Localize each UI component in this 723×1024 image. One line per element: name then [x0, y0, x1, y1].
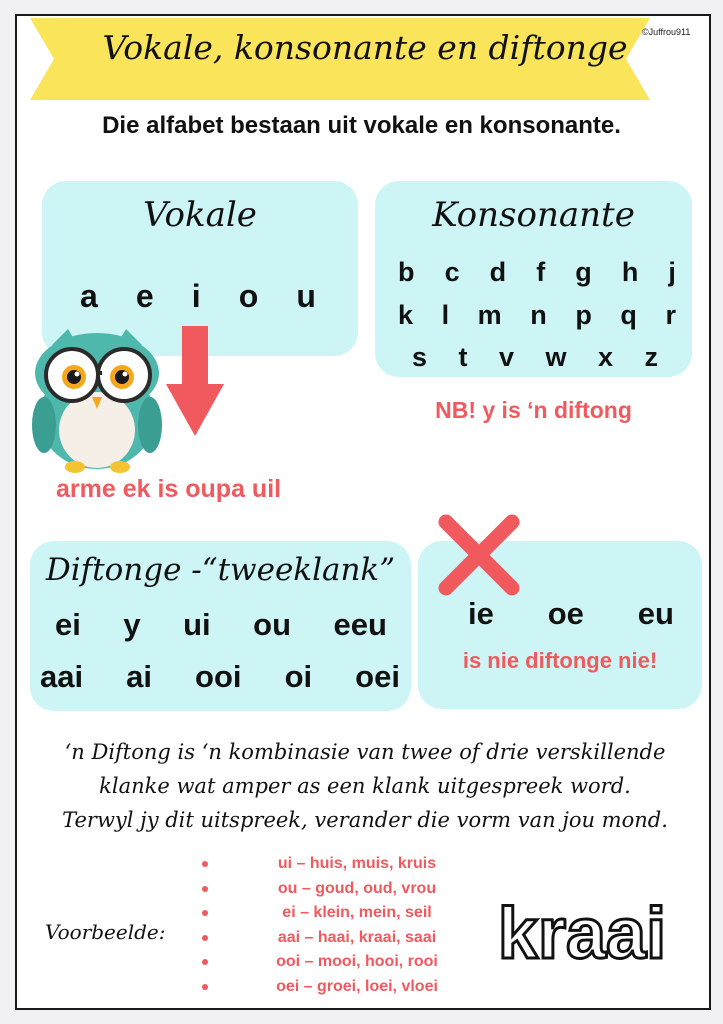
- vokale-heading: Vokale: [143, 195, 257, 235]
- diftong-item: eeu: [333, 607, 387, 642]
- vokaal-letter: a: [80, 278, 98, 314]
- cross-icon: [436, 512, 522, 598]
- list-item: aai – haai, kraai, saai: [200, 926, 500, 951]
- konsonant-letter: f: [536, 257, 546, 287]
- bullet-icon: [200, 852, 214, 877]
- konsonant-letter: x: [597, 342, 613, 372]
- diftonge-row-1: [55, 607, 387, 643]
- konsonant-letter: v: [498, 342, 514, 372]
- konsonant-letter: n: [530, 300, 547, 330]
- konsonante-heading: Konsonante: [432, 195, 635, 235]
- copyright-note: ©Juffrou911: [642, 27, 691, 37]
- not-diftong-item: ie: [468, 596, 494, 631]
- diftong-item: aai: [40, 659, 84, 694]
- diftong-item: oi: [284, 659, 313, 694]
- konsonant-letter: h: [621, 257, 639, 287]
- not-diftonge-items: [468, 596, 674, 632]
- konsonant-letter: t: [458, 342, 468, 372]
- vokaal-letter: o: [238, 278, 259, 314]
- konsonant-letter: l: [441, 300, 450, 330]
- diftong-item: y: [123, 607, 141, 642]
- not-diftong-item: oe: [547, 596, 584, 631]
- example-word: [480, 888, 685, 978]
- list-item: ui – huis, muis, kruis: [200, 852, 500, 877]
- diftong-item: ooi: [195, 659, 242, 694]
- konsonant-letter: d: [489, 257, 507, 287]
- list-item: ooi – mooi, hooi, rooi: [200, 950, 500, 975]
- konsonant-letter: s: [412, 342, 428, 372]
- konsonant-letter: c: [444, 257, 460, 287]
- konsonant-letter: r: [665, 300, 676, 330]
- not-diftong-item: eu: [637, 596, 674, 631]
- konsonant-letter: p: [575, 300, 592, 330]
- konsonant-letter: k: [398, 300, 414, 330]
- examples-label: Voorbeelde:: [45, 920, 166, 944]
- bullet-icon: [200, 901, 214, 926]
- svg-text:kraai: kraai: [497, 894, 667, 974]
- bullet-icon: [200, 950, 214, 975]
- list-item: oei – groei, loei, vloei: [200, 975, 500, 1000]
- konsonant-letter: w: [545, 342, 567, 372]
- examples-list: [200, 852, 500, 999]
- konsonant-letter: g: [575, 257, 592, 287]
- konsonante-row-2: [398, 300, 676, 331]
- diftonge-row-2: [40, 659, 400, 695]
- vokaal-letter: e: [135, 278, 154, 314]
- description-line: klanke wat amper as een klank uitgespreek word.: [99, 774, 631, 798]
- diftong-item: ui: [183, 607, 211, 642]
- list-item: ei – klein, mein, seil: [200, 901, 500, 926]
- konsonante-row-1: [398, 257, 676, 288]
- konsonante-row-3: [412, 342, 658, 373]
- page-title: Vokale, konsonante en diftonge: [102, 28, 628, 67]
- owl-icon: [30, 325, 165, 475]
- bullet-icon: [200, 975, 214, 1000]
- vokaal-letter: i: [191, 278, 201, 314]
- konsonante-note: NB! y is ‘n diftong: [435, 397, 632, 423]
- konsonant-letter: q: [620, 300, 637, 330]
- vokaal-letter: u: [296, 278, 316, 314]
- description-line: Terwyl jy dit uitspreek, verander die vorm van jou mond.: [62, 808, 668, 832]
- diftong-item: ou: [253, 607, 292, 642]
- konsonant-letter: m: [477, 300, 502, 330]
- bullet-icon: [200, 926, 214, 951]
- description-line: ‘n Diftong is ‘n kombinasie van twee of drie verskillende: [64, 740, 666, 764]
- diftong-item: ai: [126, 659, 152, 694]
- diftong-item: oei: [355, 659, 400, 694]
- diftong-item: ei: [55, 607, 81, 642]
- vokale-mnemonic: arme ek is oupa uil: [56, 475, 282, 503]
- bullet-icon: [200, 877, 214, 902]
- arrow-down-icon: [166, 326, 226, 438]
- not-diftonge-note: is nie diftonge nie!: [462, 648, 658, 673]
- konsonant-letter: b: [398, 257, 415, 287]
- konsonant-letter: j: [668, 257, 676, 287]
- diftonge-heading: Diftonge -“tweeklank”: [45, 552, 396, 588]
- vokale-letters: [80, 278, 316, 315]
- konsonant-letter: z: [644, 342, 658, 372]
- subtitle: Die alfabet bestaan uit vokale en konsonante.: [102, 112, 621, 139]
- list-item: ou – goud, oud, vrou: [200, 877, 500, 902]
